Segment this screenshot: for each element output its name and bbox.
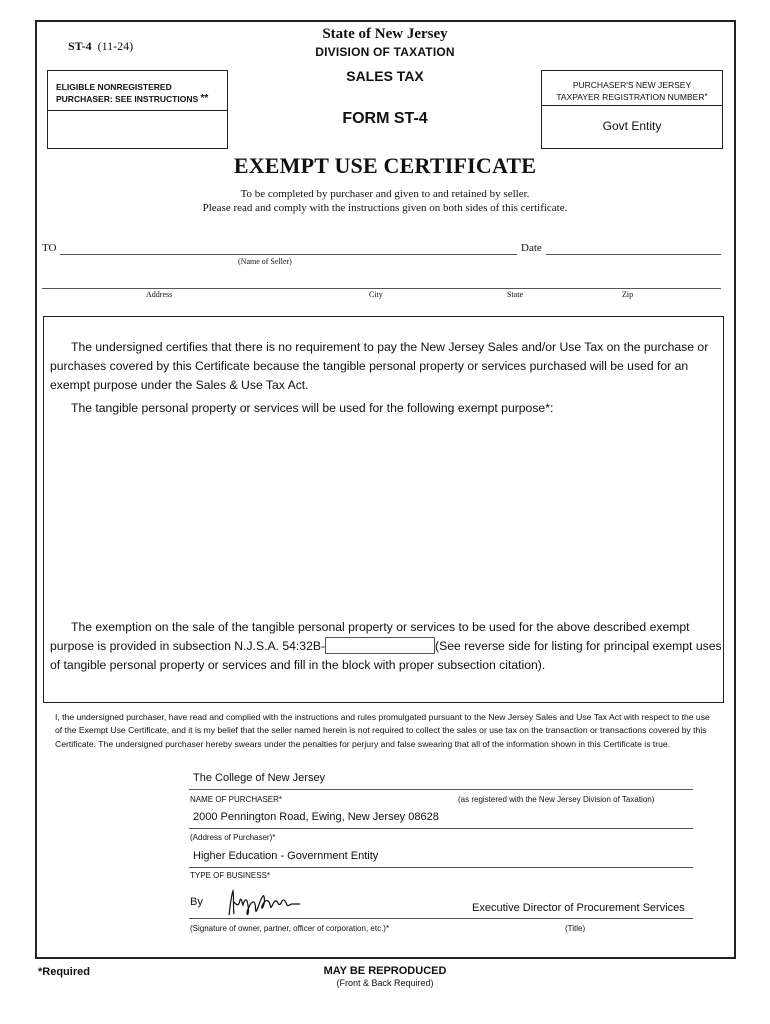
eligible-purchaser-label [48,71,227,111]
business-type-value[interactable]: Higher Education - Government Entity [193,850,379,862]
seller-name-caption: (Name of Seller) [238,257,292,266]
tin-label-line2: TAXPAYER REGISTRATION NUMBER [556,92,705,102]
by-label: By [190,896,203,908]
declaration-text: I, the undersigned purchaser, have read and complied with the instructions and rules promulgated pursuant to the New Jersey Sales and Use Tax Act with respect to the use of the Exempt Use Certificate, and it is my belief that the seller named herein is not required to collect the sales or use tax on the transaction or transactions covered by this Certificate. The undersigned purchaser hereby swears under the penalties for perjury and false swearing that all of the information shown in this Certificate is true. [55,712,710,749]
purchaser-name-value[interactable]: The College of New Jersey [193,772,326,784]
division-name: DIVISION OF TAXATION [315,45,455,59]
purchaser-address-line [189,814,693,829]
eligible-label-line2: PURCHASER: SEE INSTRUCTIONS [56,94,199,104]
eligible-purchaser-box [47,70,228,149]
subsection-field[interactable] [325,637,435,654]
signature-line [189,905,693,919]
tin-label-line1: PURCHASER'S NEW JERSEY [572,80,692,90]
signature-required: * [385,924,390,933]
taxpayer-registration-label [542,71,722,106]
form-code-number: ST-4 [68,39,92,53]
signature-label [190,924,389,933]
business-type-required: * [266,871,271,880]
purchaser-address-value[interactable]: 2000 Pennington Road, Ewing, New Jersey 08628 [193,811,439,823]
signature-label-text: (Signature of owner, partner, officer of corporation, etc.) [190,924,386,933]
business-type-label [190,871,270,880]
business-type-line [189,853,693,868]
seller-address-field[interactable] [42,276,721,289]
tin-label-mark: * [704,92,708,101]
state-name: State of New Jersey [322,26,448,42]
required-note: *Required [38,966,90,978]
certification-paragraph: The undersigned certifies that there is no requirement to pay the New Jersey Sales and/or Use Tax on the purchase or purchases covered by this Certificate because the tangible personal property or services purchased will be used for an exempt purpose under the Sales & Use Tax Act. [50,340,709,392]
exempt-purpose-prompt: The tangible personal property or services will be used for the following exempt purpose*: [71,401,554,415]
business-type-label-text: TYPE OF BUSINESS [190,871,267,880]
date-field[interactable] [546,242,721,255]
purchaser-address-label-text: (Address of Purchaser) [190,833,273,842]
taxpayer-registration-box [541,70,723,149]
purchaser-name-label-text: NAME OF PURCHASER [190,795,279,804]
city-caption: City [369,290,383,299]
address-caption: Address [146,290,173,299]
to-label: TO [42,242,57,254]
certificate-title: EXEMPT USE CERTIFICATE [233,153,537,178]
subsection-text-b: (See reverse side for listing for principal exempt uses of tangible personal property or services and fill in the block with proper subsection citation). [50,639,722,672]
title-label: (Title) [565,924,586,933]
may-be-reproduced: MAY BE REPRODUCED [323,965,447,977]
intro-line-1: To be completed by purchaser and given to and retained by seller. [240,188,530,200]
purchaser-address-required: * [272,833,276,842]
purchaser-name-note: (as registered with the New Jersey Division of Taxation) [458,795,655,804]
front-back-note: (Front & Back Required) [336,978,434,988]
date-label: Date [521,242,542,254]
seller-name-field[interactable] [60,242,517,255]
zip-caption: Zip [622,290,634,299]
taxpayer-registration-field[interactable]: Govt Entity [602,119,662,133]
subsection-text-a: The exemption on the sale of the tangible personal property or services to be used for the above described exempt purpose is provided in subsection N.J.S.A. 54:32B- [50,620,690,653]
subsection-paragraph [50,618,722,675]
form-name: FORM ST-4 [342,110,428,127]
title-value[interactable]: Executive Director of Procurement Services [472,902,685,914]
purchaser-name-required: * [278,795,283,804]
purchaser-name-line [189,775,693,790]
exempt-purpose-field[interactable] [50,422,718,612]
purchaser-name-label [190,795,282,804]
eligible-label-mark: ** [200,93,209,104]
intro-line-2: Please read and comply with the instructions given on both sides of this certificate. [202,202,568,214]
state-caption: State [507,290,523,299]
eligible-label-line1: ELIGIBLE NONREGISTERED [56,82,172,92]
form-code-date: (11-24) [97,39,134,53]
eligible-purchaser-field[interactable] [48,111,227,148]
certification-box [43,316,724,703]
tax-type: SALES TAX [346,68,424,84]
purchaser-address-label [190,833,275,842]
